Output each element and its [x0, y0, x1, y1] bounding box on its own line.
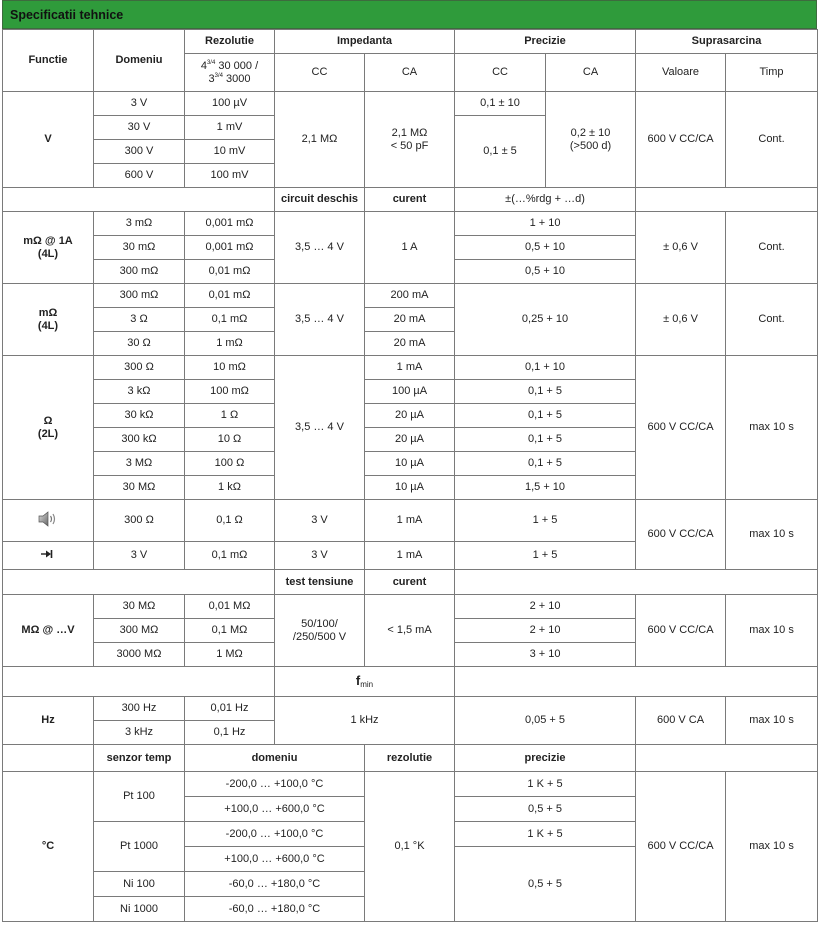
table-cell: 3 V: [275, 542, 365, 570]
table-cell: 3 V: [94, 542, 185, 570]
subheader-formula: ±(…%rdg + …d): [455, 188, 636, 212]
table-cell: 1 mA: [365, 356, 455, 380]
table-cell: +100,0 … +600,0 °C: [185, 797, 365, 822]
table-cell: 10 mV: [185, 140, 275, 164]
table-cell: 1 kHz: [275, 697, 455, 745]
table-cell: [3, 570, 275, 595]
func-mohm-insulation: MΩ @ …V: [3, 595, 94, 667]
table-cell: 3 mΩ: [94, 212, 185, 236]
table-cell: 0,5 + 5: [455, 797, 636, 822]
header-precizie: Precizie: [455, 30, 636, 54]
table-cell: 3 V: [94, 92, 185, 116]
table-cell: 2 + 10: [455, 595, 636, 619]
table-cell: max 10 s: [726, 356, 818, 500]
table-cell: 300 mΩ: [94, 260, 185, 284]
table-cell: 0,1 + 10: [455, 356, 636, 380]
func-continuity: [3, 500, 94, 542]
table-cell: 0,05 + 5: [455, 697, 636, 745]
table-cell: 0,1 + 5: [455, 428, 636, 452]
table-cell: -60,0 … +180,0 °C: [185, 872, 365, 897]
table-cell: 100 Ω: [185, 452, 275, 476]
table-cell: 0,1 MΩ: [185, 619, 275, 643]
table-cell: 20 µA: [365, 404, 455, 428]
table-cell: 0,25 + 10: [455, 284, 636, 356]
table-cell: 0,1 + 5: [455, 380, 636, 404]
header-imp-ca: CA: [365, 54, 455, 92]
table-cell: 0,1 + 5: [455, 404, 636, 428]
table-cell: 1 A: [365, 212, 455, 284]
table-cell: 0,1 mΩ: [185, 542, 275, 570]
table-cell: 0,01 Hz: [185, 697, 275, 721]
table-cell: -200,0 … +100,0 °C: [185, 772, 365, 797]
specs-table: [2, 29, 818, 922]
func-mohm-1a: mΩ @ 1A (4L): [3, 212, 94, 284]
table-cell: 1 + 5: [455, 542, 636, 570]
table-cell: 0,1 Hz: [185, 721, 275, 745]
header-rezolutie-digits: $4^{3/4}$ 30 000 / $3^{3/4}$ 3000: [185, 54, 275, 92]
table-cell: 0,1 + 5: [455, 452, 636, 476]
table-cell: max 10 s: [726, 772, 818, 922]
table-cell: 600 V CC/CA: [636, 356, 726, 500]
table-cell: Ni 100: [94, 872, 185, 897]
func-v: V: [3, 92, 94, 188]
table-cell: 0,5 + 10: [455, 236, 636, 260]
subheader-curent-2: curent: [365, 570, 455, 595]
table-cell: -200,0 … +100,0 °C: [185, 822, 365, 847]
table-cell: Cont.: [726, 92, 818, 188]
table-cell: 3 Ω: [94, 308, 185, 332]
table-cell: 600 V CC/CA: [636, 500, 726, 570]
subheader-senzor: senzor temp: [94, 745, 185, 772]
header-timp: Timp: [726, 54, 818, 92]
table-cell: 3 kΩ: [94, 380, 185, 404]
table-cell: 30 MΩ: [94, 476, 185, 500]
table-cell: 3 V: [275, 500, 365, 542]
table-cell: [3, 667, 275, 697]
table-cell: 600 V CA: [636, 697, 726, 745]
table-cell: Cont.: [726, 284, 818, 356]
table-cell: 2,1 MΩ < 50 pF: [365, 92, 455, 188]
table-cell: ± 0,6 V: [636, 284, 726, 356]
header-prec-ca: CA: [546, 54, 636, 92]
table-cell: 300 mΩ: [94, 284, 185, 308]
table-cell: 1 + 5: [455, 500, 636, 542]
func-diode: [3, 542, 94, 570]
table-cell: Pt 1000: [94, 822, 185, 872]
table-cell: 300 MΩ: [94, 619, 185, 643]
table-cell: ± 0,6 V: [636, 212, 726, 284]
subheader-test-tensiune: test tensiune: [275, 570, 365, 595]
header-rezolutie: Rezolutie: [185, 30, 275, 54]
table-cell: 30 kΩ: [94, 404, 185, 428]
speaker-icon: [37, 509, 59, 533]
table-cell: -60,0 … +180,0 °C: [185, 897, 365, 922]
table-cell: 2,1 MΩ: [275, 92, 365, 188]
table-cell: < 1,5 mA: [365, 595, 455, 667]
table-cell: [455, 570, 818, 595]
table-cell: Ni 1000: [94, 897, 185, 922]
subheader-fmin: $f_{min}$: [275, 667, 455, 697]
table-cell: max 10 s: [726, 595, 818, 667]
table-cell: 1 K + 5: [455, 822, 636, 847]
table-cell: 100 µA: [365, 380, 455, 404]
table-cell: Pt 100: [94, 772, 185, 822]
table-cell: 3 + 10: [455, 643, 636, 667]
table-cell: 1 K + 5: [455, 772, 636, 797]
table-cell: 20 mA: [365, 308, 455, 332]
table-cell: 600 V CC/CA: [636, 772, 726, 922]
table-cell: 3 kHz: [94, 721, 185, 745]
table-cell: 0,5 + 5: [455, 847, 636, 922]
table-cell: 3000 MΩ: [94, 643, 185, 667]
table-cell: 3 MΩ: [94, 452, 185, 476]
header-impedanta: Impedanta: [275, 30, 455, 54]
subheader-domeniu: domeniu: [185, 745, 365, 772]
table-cell: 100 mΩ: [185, 380, 275, 404]
diode-icon: [41, 549, 55, 563]
table-cell: max 10 s: [726, 500, 818, 570]
table-cell: 30 mΩ: [94, 236, 185, 260]
table-cell: 30 Ω: [94, 332, 185, 356]
table-cell: 0,01 mΩ: [185, 260, 275, 284]
table-cell: 300 kΩ: [94, 428, 185, 452]
table-cell: 300 V: [94, 140, 185, 164]
table-cell: 3,5 … 4 V: [275, 284, 365, 356]
table-cell: 0,1 ± 5: [455, 116, 546, 188]
table-cell: 600 V CC/CA: [636, 92, 726, 188]
func-ohm-2l: Ω (2L): [3, 356, 94, 500]
table-cell: [455, 667, 818, 697]
subheader-rezolutie: rezolutie: [365, 745, 455, 772]
table-cell: 10 µA: [365, 452, 455, 476]
table-cell: 10 mΩ: [185, 356, 275, 380]
table-title: Specificatii tehnice: [2, 0, 817, 29]
table-cell: 0,1 Ω: [185, 500, 275, 542]
header-functie: Functie: [3, 30, 94, 92]
table-cell: 1 mΩ: [185, 332, 275, 356]
table-cell: [636, 188, 818, 212]
subheader-circuit: circuit deschis: [275, 188, 365, 212]
table-cell: 1,5 + 10: [455, 476, 636, 500]
table-cell: 2 + 10: [455, 619, 636, 643]
table-cell: 0,1 ± 10: [455, 92, 546, 116]
func-mohm-4l: mΩ (4L): [3, 284, 94, 356]
table-cell: 0,2 ± 10 (>500 d): [546, 92, 636, 188]
table-cell: 30 MΩ: [94, 595, 185, 619]
table-cell: 300 Ω: [94, 356, 185, 380]
func-temperature: °C: [3, 772, 94, 922]
subheader-curent: curent: [365, 188, 455, 212]
table-cell: 10 Ω: [185, 428, 275, 452]
table-cell: 0,001 mΩ: [185, 236, 275, 260]
table-cell: [3, 745, 94, 772]
table-cell: 600 V CC/CA: [636, 595, 726, 667]
specs-document: [2, 0, 817, 922]
table-cell: [636, 745, 818, 772]
table-cell: 1 Ω: [185, 404, 275, 428]
table-cell: 30 V: [94, 116, 185, 140]
table-cell: 1 mV: [185, 116, 275, 140]
table-cell: 1 mA: [365, 500, 455, 542]
table-cell: +100,0 … +600,0 °C: [185, 847, 365, 872]
table-cell: 3,5 … 4 V: [275, 212, 365, 284]
table-cell: 300 Ω: [94, 500, 185, 542]
table-cell: 20 mA: [365, 332, 455, 356]
table-cell: 0,001 mΩ: [185, 212, 275, 236]
header-imp-cc: CC: [275, 54, 365, 92]
table-cell: Cont.: [726, 212, 818, 284]
table-cell: 200 mA: [365, 284, 455, 308]
table-cell: 600 V: [94, 164, 185, 188]
table-cell: [3, 188, 275, 212]
table-cell: 0,01 mΩ: [185, 284, 275, 308]
table-cell: 3,5 … 4 V: [275, 356, 365, 500]
table-cell: 20 µA: [365, 428, 455, 452]
table-cell: 0,5 + 10: [455, 260, 636, 284]
header-valoare: Valoare: [636, 54, 726, 92]
subheader-precizie: precizie: [455, 745, 636, 772]
table-cell: 0,1 mΩ: [185, 308, 275, 332]
table-cell: 10 µA: [365, 476, 455, 500]
header-prec-cc: CC: [455, 54, 546, 92]
table-cell: 100 µV: [185, 92, 275, 116]
table-cell: 1 mA: [365, 542, 455, 570]
table-cell: 50/100/ /250/500 V: [275, 595, 365, 667]
table-cell: 1 kΩ: [185, 476, 275, 500]
table-cell: max 10 s: [726, 697, 818, 745]
table-cell: 1 MΩ: [185, 643, 275, 667]
table-cell: 100 mV: [185, 164, 275, 188]
table-cell: 0,1 °K: [365, 772, 455, 922]
func-hz: Hz: [3, 697, 94, 745]
header-suprasarcina: Suprasarcina: [636, 30, 818, 54]
header-domeniu: Domeniu: [94, 30, 185, 92]
table-cell: 0,01 MΩ: [185, 595, 275, 619]
table-cell: 1 + 10: [455, 212, 636, 236]
table-cell: 300 Hz: [94, 697, 185, 721]
